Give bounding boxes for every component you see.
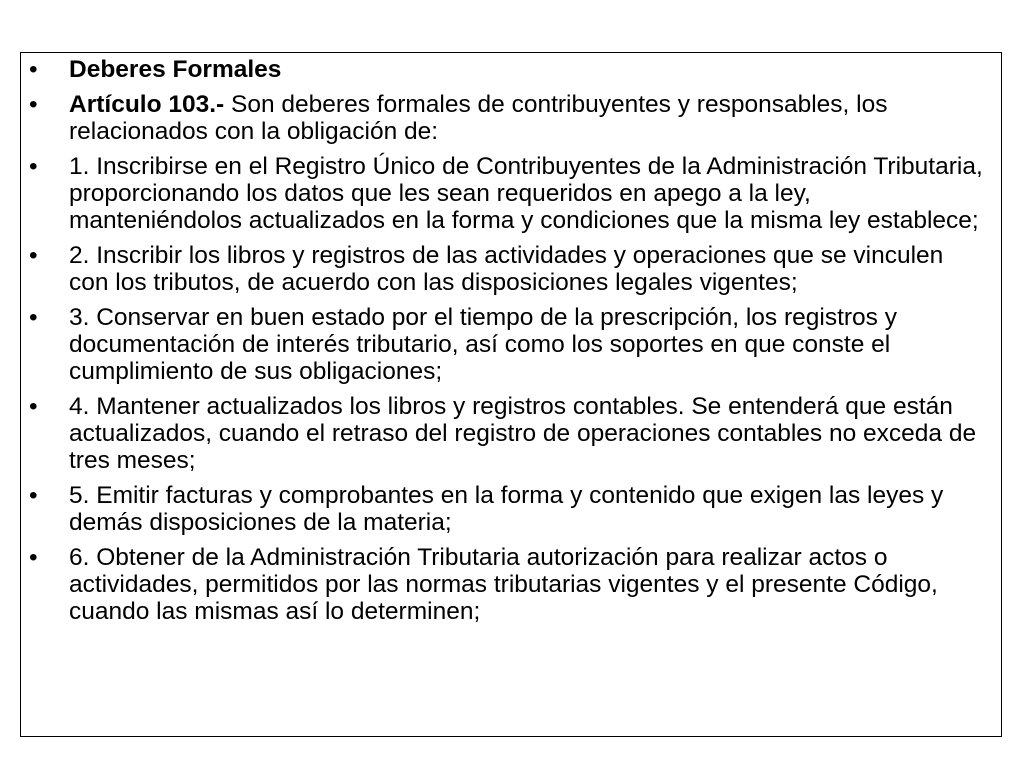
- section-heading: Deberes Formales: [69, 56, 282, 83]
- list-item: [29, 153, 989, 234]
- bullet-icon: •: [29, 242, 38, 269]
- list-item-text: 6. Obtener de la Administración Tributaria autorización para realizar actos o actividades, permitidos por las normas tributarias vigentes y el presente Código, cuando las mismas así lo determinen;: [69, 544, 938, 625]
- list-item: [29, 91, 989, 145]
- list-item-text: 2. Inscribir los libros y registros de las actividades y operaciones que se vinculen con los tributos, de acuerdo con las disposiciones legales vigentes;: [69, 242, 944, 296]
- bullet-icon: •: [29, 304, 38, 331]
- bullet-icon: •: [29, 91, 38, 118]
- list-item: [29, 304, 989, 385]
- list-item-text: 5. Emitir facturas y comprobantes en la forma y contenido que exigen las leyes y demás disposiciones de la materia;: [69, 482, 944, 536]
- list-item: [29, 544, 989, 625]
- bullet-list: [29, 56, 989, 633]
- bullet-icon: •: [29, 393, 38, 420]
- bullet-icon: •: [29, 482, 38, 509]
- list-item: [29, 393, 989, 474]
- list-item-text: 1. Inscribirse en el Registro Único de Contribuyentes de la Administración Tributaria, proporcionando los datos que les sean requeridos en apego a la ley, manteniéndolos actualizados en la forma y condiciones que la misma ley establece;: [69, 153, 983, 234]
- list-item-text: 3. Conservar en buen estado por el tiempo de la prescripción, los registros y documentación de interés tributario, así como los soportes en que conste el cumplimiento de sus obligaciones;: [69, 304, 897, 385]
- bullet-icon: •: [29, 56, 38, 83]
- bullet-icon: •: [29, 153, 38, 180]
- list-item: [29, 482, 989, 536]
- list-item-text: 4. Mantener actualizados los libros y registros contables. Se entenderá que están actualizados, cuando el retraso del registro de operaciones contables no exceda de tres meses;: [69, 393, 977, 474]
- article-label: Artículo 103.-: [69, 91, 225, 118]
- list-item: [29, 242, 989, 296]
- list-item-text: Son deberes formales de contribuyentes y responsables, los relacionados con la obligación de:: [69, 91, 888, 145]
- list-item: [29, 56, 989, 83]
- bullet-icon: •: [29, 544, 38, 571]
